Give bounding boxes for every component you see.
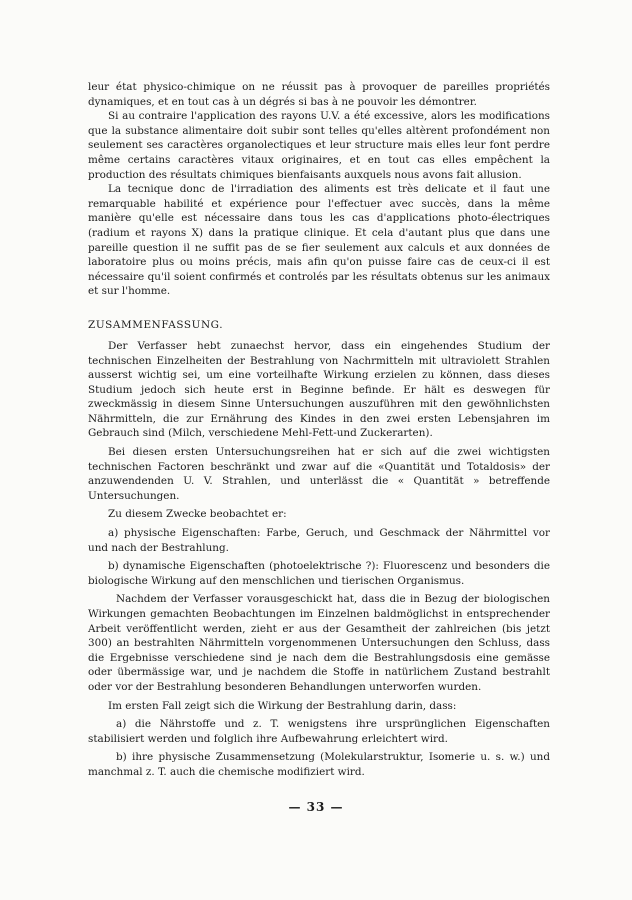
section-title: ZUSAMMENFASSUNG. bbox=[88, 318, 224, 331]
german-paragraph-5: Im ersten Fall zeigt sich die Wirkung der Bestrahlung darin, dass: bbox=[108, 699, 457, 712]
french-section bbox=[88, 80, 550, 299]
german-list-item-b2: b) ihre physische Zusammensetzung (Molekularstruktur, Isomerie u. s. w.) und manchmal z. T. auch die chemische modifiziert wird. bbox=[88, 751, 550, 778]
german-section bbox=[88, 339, 550, 780]
french-paragraph-3: La tecnique donc de l'irradiation des aliments est très delicate et il faut une remarquable habilité et expérience pour l'effectuer avec succès, dans la même manière qu'elle est nécessaire dans tous les cas d'applications photo-électriques (radium et rayons X) dans la pratique clinique. Et cela d'autant plus que dans une pareille question il ne suffit pas de se fier seulement aux calculs et aux données de laboratoire plus ou moins précis, mais afin qu'on puisse faire cas de ceux-ci il est nécessaire qu'il soient confirmés et controlés par les résultats obtenus sur les animaux et sur l'homme. bbox=[88, 183, 550, 298]
german-list-item-a: a) physische Eigenschaften: Farbe, Geruch, und Geschmack der Nährmittel vor und nach der Bestrahlung. bbox=[88, 527, 550, 554]
german-paragraph-1: Der Verfasser hebt zunaechst hervor, dass ein eingehendes Studium der technischen Einzelheiten der Bestrahlung von Nachrmitteln mit ultraviolett Strahlen ausserst wichtig sei, um eine vorteilhafte Wirkung erzielen zu können, dass dieses Studium jedoch sich heute erst in Beginne befinde. Er hält es deswegen für zweckmässig in diesem Sinne Untersuchungen auszuführen mit den gewöhnlichsten Nährmitteln, die zur Ernährung des Kindes in den zwei ersten Lebensjahren im Gebrauch sind (Milch, verschiedene Mehl-Fett-und Zuckerarten). bbox=[88, 339, 550, 440]
german-paragraph-4: Nachdem der Verfasser vorausgeschickt hat, dass die in Bezug der biologischen Wirkungen gemachten Beobachtungen im Einzelnen baldmöglichst in entsprechender Arbeit veröffentlicht werden, zieht er aus der Gesamtheit der zahlreichen (bis jetzt 300) an bestrahlten Nährmitteln vorgenommenen Untersuchungen den Schluss, dass die Ergebnisse verschiedene sind je nach dem die Bestrahlungsdosis eine gemässe oder übermässige war, und je nachdem die Stoffe in natürlichem Zustand bestrahlt oder vor der Bestrahlung besonderen Behandlungen unterworfen wurden. bbox=[88, 593, 550, 693]
german-list-item-a2: a) die Nährstoffe und z. T. wenigstens ihre ursprünglichen Eigenschaften stabilisiert werden und folglich ihre Aufbewahrung erleichtert wird. bbox=[88, 718, 550, 745]
page-number: — 33 — bbox=[288, 800, 344, 814]
french-paragraph-1: leur état physico-chimique on ne réussit pas à provoquer de pareilles propriétés dynamiques, et en tout cas à un dégrés si bas à ne pouvoir les démontrer. bbox=[88, 81, 550, 108]
german-list-item-b: b) dynamische Eigenschaften (photoelektrische ?): Fluorescenz und besonders die biologische Wirkung auf den menschlichen und tierischen Organismus. bbox=[88, 560, 550, 587]
german-paragraph-3: Zu diesem Zwecke beobachtet er: bbox=[108, 508, 287, 521]
french-paragraph-2: Si au contraire l'application des rayons U.V. a été excessive, alors les modifications que la substance alimentaire doit subir sont telles qu'elles altèrent profondément non seulement ses caractères organolectiques et leur structure mais elles leur font perdre même certains caractères vitaux originaires, et en tout cas elles empêchent la production des résultats chimiques bienfaisants auxquels nous avons fait allusion. bbox=[88, 110, 550, 181]
german-paragraph-2: Bei diesen ersten Untersuchungsreihen hat er sich auf die zwei wichtigsten technischen Factoren beschränkt und zwar auf die «Quantität und Totaldosis» der anzuwendenden U. V. Strahlen, und unterlässt die « Quantität » betreffende Untersuchungen. bbox=[88, 446, 550, 502]
